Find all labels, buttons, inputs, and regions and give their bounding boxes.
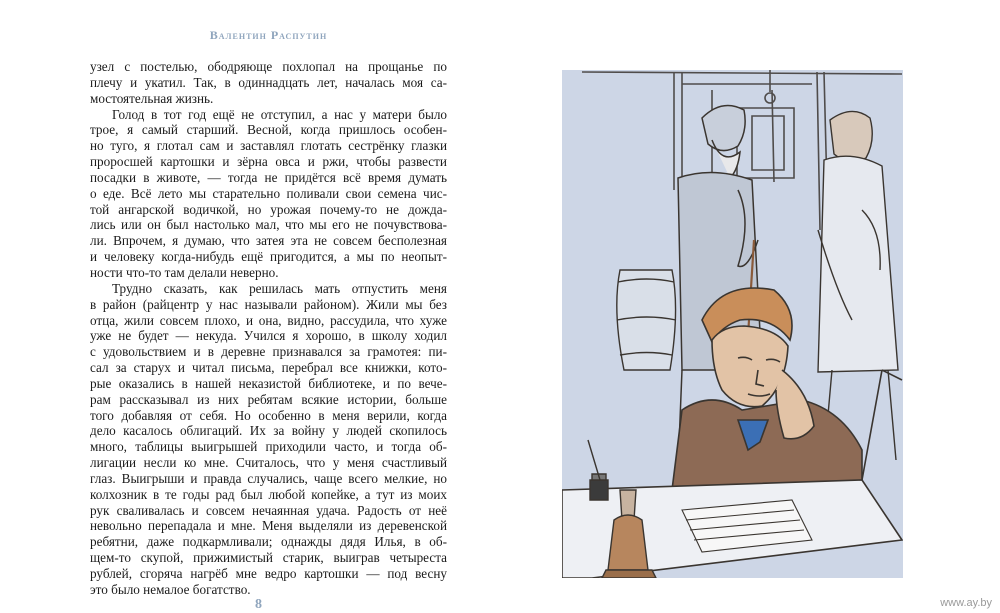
text-line: лись или он был настолько мал, что мы его не почувствова-: [90, 217, 447, 233]
text-line: лигации несли ко мне. Считалось, что у меня счастливый: [90, 455, 447, 471]
text-line: колхозник в те годы рад был любой копейке, а тут из моих: [90, 486, 447, 502]
text-line: невольно перепадала и мне. Меня выделяли из деревенской: [90, 518, 447, 534]
text-block: [90, 59, 447, 598]
text-line: и человеку когда-нибудь ещё пригодится, а мы по неопыт-: [90, 249, 447, 265]
text-line: рук сваливалась и совсем нечаянная удача. Радость от неё: [90, 502, 447, 518]
page-number: 8: [255, 597, 262, 612]
text-line: рам рассказывал из них ребятам всякие истории, больше: [90, 391, 447, 407]
text-line: щем-то скупой, прижимистый старик, выиграв четыреста: [90, 550, 447, 566]
text-line: ности что-то там делали неверно.: [90, 264, 279, 280]
text-line: о еде. Всё лето мы старательно поливали свои семена чис-: [90, 185, 447, 201]
text-line: Трудно сказать, как решилась мать отпустить меня: [112, 280, 447, 296]
running-head: Валентин Распутин: [209, 28, 328, 42]
illustration-drawing: [562, 70, 903, 578]
text-line: сал за старух и читал письма, перебрал все книжки, кото-: [90, 360, 447, 376]
illustration: [562, 70, 903, 578]
text-line: проросшей картошки и зёрна овса и ржи, чтобы развести: [90, 154, 447, 170]
text-line: ли. Впрочем, я думаю, что затея эта не совсем бесполезная: [90, 233, 447, 249]
text-line: это было немалое богатство.: [90, 581, 251, 597]
text-line: отца, жили совсем плохо, и она, видно, рассудила, что хуже: [90, 312, 447, 328]
text-line: посадки в животе, — тогда не придётся всё время думать: [90, 169, 447, 185]
paragraph: [90, 107, 447, 281]
text-line: дело касалось облигаций. Их за войну у людей скопилось: [90, 423, 447, 439]
text-line: много, таблицы выигрышей приходили часто, и тогда об-: [90, 439, 447, 455]
paragraph: [90, 281, 447, 598]
text-line: с удовольствием и в деревне признавался за грамотея: пи-: [90, 344, 447, 360]
watermark: www.ay.by: [940, 597, 992, 609]
text-line: Голод в тот год ещё не отступил, а нас у матери было: [112, 106, 447, 122]
paragraph: [90, 59, 447, 107]
text-line: рые оказались в нашей неказистой библиотеке, и по вече-: [90, 375, 447, 391]
text-line: глаз. Выигрыши и правда случались, чаще всего мелкие, но: [90, 470, 447, 486]
text-line: но туго, я глотал сам и заставлял глотать сестрёнку глазки: [90, 138, 447, 154]
text-line: плечу и укатил. Так, в одиннадцать лет, началась моя са-: [90, 74, 447, 90]
text-line: ребятни, даже подкармливали; однажды дядя Илья, в об-: [90, 534, 447, 550]
text-line: того добавляя от себя. Но особенно в меня верили, когда: [90, 407, 447, 423]
text-line: трое, я самый старший. Весной, когда пришлось особен-: [90, 122, 447, 138]
text-line: рублей, сгоряча нагрёб мне ведро картошки — под весну: [90, 566, 447, 581]
text-line: уже не будет — некуда. Учился я хорошо, в школу ходил: [90, 328, 447, 344]
text-line: узел с постелью, ободряюще похлопал на прощанье по: [90, 59, 447, 74]
text-line: той ангарской водичкой, но урожая почему-то не дожда-: [90, 201, 447, 217]
text-line: в район (райцентр у нас называли районом). Жили мы без: [90, 296, 447, 312]
text-line: мостоятельная жизнь.: [90, 90, 214, 106]
